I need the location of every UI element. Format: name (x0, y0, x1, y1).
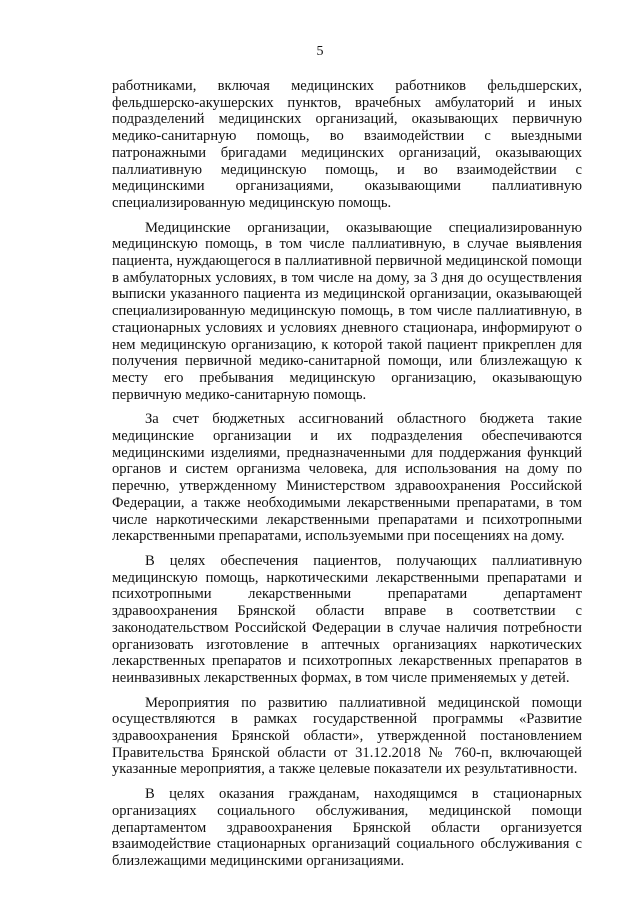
paragraph-program-measures: Мероприятия по развитию паллиативной медицинской помощи осуществляются в рамках государственной программы «Развитие здравоохранения Брянской области», утвержденной постановлением Правительства Брянской области от 31.12.2018 № 760-п, включающей указанные мероприятия, а также целевые показатели их результативности. (112, 694, 582, 778)
page-number: 5 (316, 44, 324, 59)
paragraph-narcotic-drugs: В целях обеспечения пациентов, получающих паллиативную медицинскую помощь, наркотическими лекарственными препаратами и психотропными лекарственными препаратами департамент здравоохранения Брянской области вправе в соответствии с законодательством Российской Федерации в случае наличия потребности организовать изготовление в аптечных организациях наркотических лекарственных препаратов и психотропных лекарственных препаратов в неинвазивных лекарственных формах, в том числе применяемых у детей. (112, 552, 582, 686)
document-body (112, 78, 582, 870)
paragraph-continued: работниками, включая медицинских работников фельдшерских, фельдшерско-акушерских пунктов, врачебных амбулаторий и иных подразделений медицинских организаций, оказывающих первичную медико-санитарную помощь, во взаимодействии с выездными патронажными бригадами медицинских организаций, оказывающих паллиативную медицинскую помощь, и во взаимодействии с медицинскими организациями, оказывающими паллиативную специализированную медицинскую помощь. (112, 78, 582, 211)
paragraph-social-services: В целях оказания гражданам, находящимся в стационарных организациях социального обслуживания, медицинской помощи департаментом здравоохранения Брянской области организуется взаимодействие стационарных организаций социального обслуживания с близлежащими медицинскими организациями. (112, 786, 582, 869)
paragraph-specialized-care: Медицинские организации, оказывающие специализированную медицинскую помощь, в том числе паллиативную, в случае выявления пациента, нуждающегося в паллиативной первичной медицинской помощи в амбулаторных условиях, в том числе на дому, за 3 дня до осуществления выписки указанного пациента из медицинской организации, оказывающей специализированную медицинскую помощь, в том числе паллиативную, в стационарных условиях и условиях дневного стационара, информируют о нем медицинскую организацию, к которой такой пациент прикреплен для получения первичной медико-санитарной помощи, или близлежащую к месту его пребывания медицинскую организацию, оказывающую первичную медико-санитарную помощь. (112, 219, 582, 403)
paragraph-budget-funding: За счет бюджетных ассигнований областного бюджета такие медицинские организации и их подразделения обеспечиваются медицинскими изделиями, предназначенными для поддержания функций органов и систем организма человека, для использования на дому по перечню, утвержденному Министерством здравоохранения Российской Федерации, а также необходимыми лекарственными препаратами, в том числе наркотическими лекарственными препаратами и психотропными лекарственными препаратами, используемыми при посещениях на дому. (112, 411, 582, 545)
